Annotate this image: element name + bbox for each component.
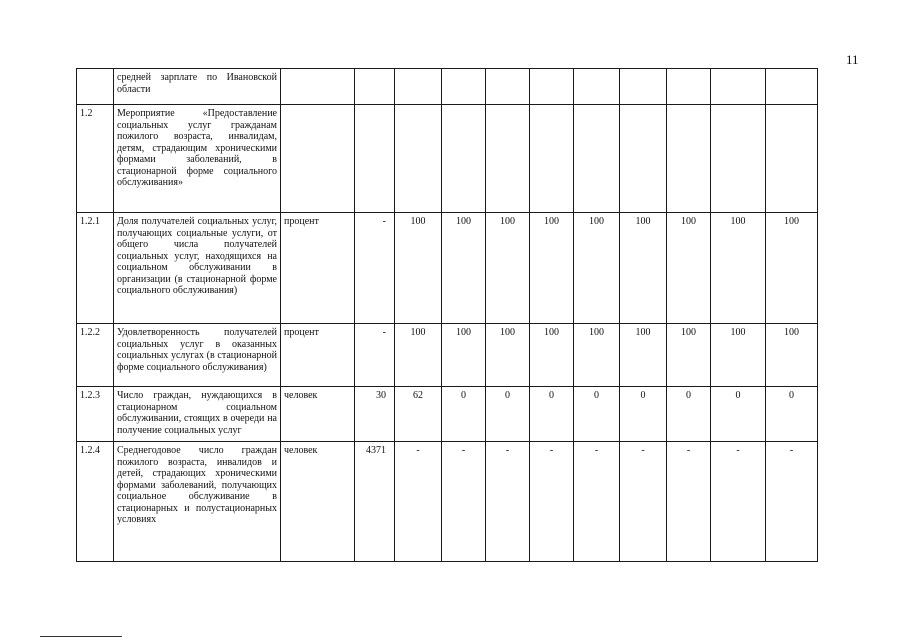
value-cell	[711, 105, 766, 213]
indicator-name: Доля получателей социальных услуг, получающих социальные услуги, от общего числа получателей социальных услуг, находящихся на социальном обслуживании в организации (в стационарной форме социального обслуживания)	[114, 213, 281, 324]
value-cell: 100	[620, 213, 667, 324]
value-cell	[620, 69, 667, 105]
value-cell	[574, 105, 620, 213]
row-number: 1.2	[77, 105, 114, 213]
value-cell: 62	[395, 387, 442, 442]
value-cell: 0	[530, 387, 574, 442]
value-cell	[766, 105, 818, 213]
value-cell	[486, 105, 530, 213]
value-cell: -	[620, 442, 667, 562]
value-cell: 100	[667, 324, 711, 387]
table-row	[77, 324, 818, 387]
table-row	[77, 442, 818, 562]
footer-rule	[40, 636, 122, 637]
value-cell: 100	[766, 324, 818, 387]
value-cell	[530, 105, 574, 213]
value-cell: -	[442, 442, 486, 562]
row-number	[77, 69, 114, 105]
value-cell: 100	[395, 324, 442, 387]
value-cell	[530, 69, 574, 105]
value-cell: -	[766, 442, 818, 562]
value-cell	[667, 69, 711, 105]
value-cell: -	[530, 442, 574, 562]
value-cell: 0	[486, 387, 530, 442]
value-cell: 0	[766, 387, 818, 442]
value-cell: 30	[355, 387, 395, 442]
value-cell: 100	[711, 324, 766, 387]
value-cell: 100	[667, 213, 711, 324]
table-row	[77, 213, 818, 324]
value-cell: 100	[442, 213, 486, 324]
table-row	[77, 387, 818, 442]
table-body	[77, 69, 818, 562]
value-cell: -	[574, 442, 620, 562]
value-cell: 100	[530, 213, 574, 324]
value-cell: -	[395, 442, 442, 562]
row-number: 1.2.3	[77, 387, 114, 442]
unit-cell: процент	[281, 324, 355, 387]
value-cell: -	[711, 442, 766, 562]
value-cell	[574, 69, 620, 105]
indicators-table	[76, 68, 818, 562]
indicator-name: Мероприятие «Предоставление социальных услуг гражданам пожилого возраста, инвалидам, детям, страдающим хроническими формами заболеваний, в стационарной форме социального обслуживания»	[114, 105, 281, 213]
value-cell: 0	[711, 387, 766, 442]
value-cell	[355, 69, 395, 105]
value-cell: 100	[766, 213, 818, 324]
row-number: 1.2.1	[77, 213, 114, 324]
unit-cell	[281, 105, 355, 213]
value-cell: 100	[574, 213, 620, 324]
value-cell	[442, 69, 486, 105]
value-cell	[442, 105, 486, 213]
value-cell	[395, 69, 442, 105]
table-row	[77, 105, 818, 213]
value-cell: 0	[574, 387, 620, 442]
value-cell	[486, 69, 530, 105]
value-cell: 100	[395, 213, 442, 324]
value-cell: 4371	[355, 442, 395, 562]
value-cell	[667, 105, 711, 213]
indicator-name: средней зарплате по Ивановской области	[114, 69, 281, 105]
table-row	[77, 69, 818, 105]
value-cell: 100	[486, 324, 530, 387]
row-number: 1.2.2	[77, 324, 114, 387]
value-cell: -	[667, 442, 711, 562]
indicator-name: Среднегодовое число граждан пожилого возраста, инвалидов и детей, страдающих хроническими формами заболеваний, получающих социальное обслуживание в стационарных и полустационарных условиях	[114, 442, 281, 562]
value-cell	[620, 105, 667, 213]
value-cell: 100	[442, 324, 486, 387]
value-cell: 100	[711, 213, 766, 324]
unit-cell	[281, 69, 355, 105]
value-cell	[766, 69, 818, 105]
value-cell: -	[355, 213, 395, 324]
value-cell	[711, 69, 766, 105]
unit-cell: процент	[281, 213, 355, 324]
value-cell: 100	[486, 213, 530, 324]
value-cell: 100	[620, 324, 667, 387]
page-number: 11	[846, 52, 859, 67]
value-cell: 100	[574, 324, 620, 387]
value-cell	[355, 105, 395, 213]
value-cell: 0	[620, 387, 667, 442]
value-cell: 0	[442, 387, 486, 442]
value-cell: 0	[667, 387, 711, 442]
value-cell: -	[486, 442, 530, 562]
indicator-name: Число граждан, нуждающихся в стационарном социальном обслуживании, стоящих в очереди на получение социальных услуг	[114, 387, 281, 442]
value-cell: 100	[530, 324, 574, 387]
value-cell: -	[355, 324, 395, 387]
indicator-name: Удовлетворенность получателей социальных услуг в оказанных социальных услугах (в стационарной форме социального обслуживания)	[114, 324, 281, 387]
row-number: 1.2.4	[77, 442, 114, 562]
unit-cell: человек	[281, 387, 355, 442]
value-cell	[395, 105, 442, 213]
unit-cell: человек	[281, 442, 355, 562]
